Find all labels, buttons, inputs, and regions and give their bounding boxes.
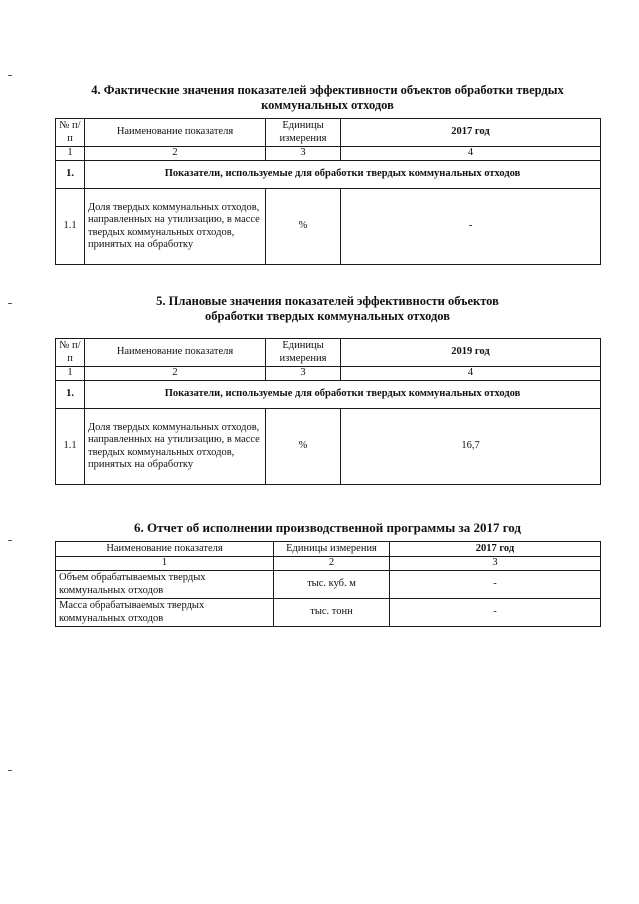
- header-unit: Единицы измерения: [266, 119, 341, 147]
- table-row: [56, 409, 601, 485]
- section4-title-line2: коммунальных отходов: [261, 98, 394, 112]
- column-number-row: [56, 557, 601, 571]
- col-number: 1: [56, 367, 85, 381]
- row-unit: %: [266, 189, 341, 265]
- column-number-row: [56, 147, 601, 161]
- col-number: 2: [85, 147, 266, 161]
- col-number: 3: [390, 557, 601, 571]
- table-header-row: [56, 542, 601, 557]
- section4-title-line1: 4. Фактические значения показателей эффективности объектов обработки твердых: [91, 83, 564, 97]
- section5-title-line2: обработки твердых коммунальных отходов: [205, 309, 450, 323]
- section6-table: [55, 541, 601, 627]
- group-num: 1.: [56, 381, 85, 409]
- header-year: 2017 год: [341, 119, 601, 147]
- header-unit: Единицы измерения: [266, 339, 341, 367]
- col-number: 3: [266, 147, 341, 161]
- table-header-row: [56, 119, 601, 147]
- scan-mark: [8, 303, 12, 304]
- header-unit: Единицы измерения: [274, 542, 390, 557]
- section5-table: [55, 338, 601, 485]
- row-unit: %: [266, 409, 341, 485]
- section4-table: [55, 118, 601, 265]
- section5-title-line1: 5. Плановые значения показателей эффективности объектов: [156, 294, 499, 308]
- header-num: № п/п: [56, 339, 85, 367]
- header-name: Наименование показателя: [56, 542, 274, 557]
- table-row: [56, 189, 601, 265]
- table-header-row: [56, 339, 601, 367]
- header-num: № п/п: [56, 119, 85, 147]
- row-name: Объем обрабатываемых твердых коммунальных отходов: [56, 571, 274, 599]
- scan-mark: [8, 770, 12, 771]
- scan-mark: [8, 540, 12, 541]
- section5-title: [55, 294, 600, 324]
- col-number: 4: [341, 147, 601, 161]
- row-value: -: [390, 571, 601, 599]
- row-unit: тыс. тонн: [274, 599, 390, 627]
- row-name: Масса обрабатываемых твердых коммунальных отходов: [56, 599, 274, 627]
- col-number: 1: [56, 147, 85, 161]
- header-name: Наименование показателя: [85, 339, 266, 367]
- row-value: -: [390, 599, 601, 627]
- row-num: 1.1: [56, 409, 85, 485]
- row-unit: тыс. куб. м: [274, 571, 390, 599]
- row-value: 16,7: [341, 409, 601, 485]
- section4-title: [55, 83, 600, 113]
- row-name: Доля твердых коммунальных отходов, направленных на утилизацию, в массе твердых коммунальных отходов, принятых на обработку: [85, 409, 266, 485]
- table-row: [56, 571, 601, 599]
- section6-title: 6. Отчет об исполнении производственной программы за 2017 год: [133, 520, 522, 535]
- scan-mark: [8, 75, 12, 76]
- header-year: 2017 год: [390, 542, 601, 557]
- col-number: 2: [85, 367, 266, 381]
- group-label: Показатели, используемые для обработки твердых коммунальных отходов: [85, 161, 601, 189]
- group-num: 1.: [56, 161, 85, 189]
- row-num: 1.1: [56, 189, 85, 265]
- col-number: 1: [56, 557, 274, 571]
- header-year: 2019 год: [341, 339, 601, 367]
- group-row: [56, 381, 601, 409]
- group-row: [56, 161, 601, 189]
- row-value: -: [341, 189, 601, 265]
- header-name: Наименование показателя: [85, 119, 266, 147]
- col-number: 4: [341, 367, 601, 381]
- column-number-row: [56, 367, 601, 381]
- col-number: 2: [274, 557, 390, 571]
- col-number: 3: [266, 367, 341, 381]
- table-row: [56, 599, 601, 627]
- group-label: Показатели, используемые для обработки твердых коммунальных отходов: [85, 381, 601, 409]
- row-name: Доля твердых коммунальных отходов, направленных на утилизацию, в массе твердых коммунальных отходов, принятых на обработку: [85, 189, 266, 265]
